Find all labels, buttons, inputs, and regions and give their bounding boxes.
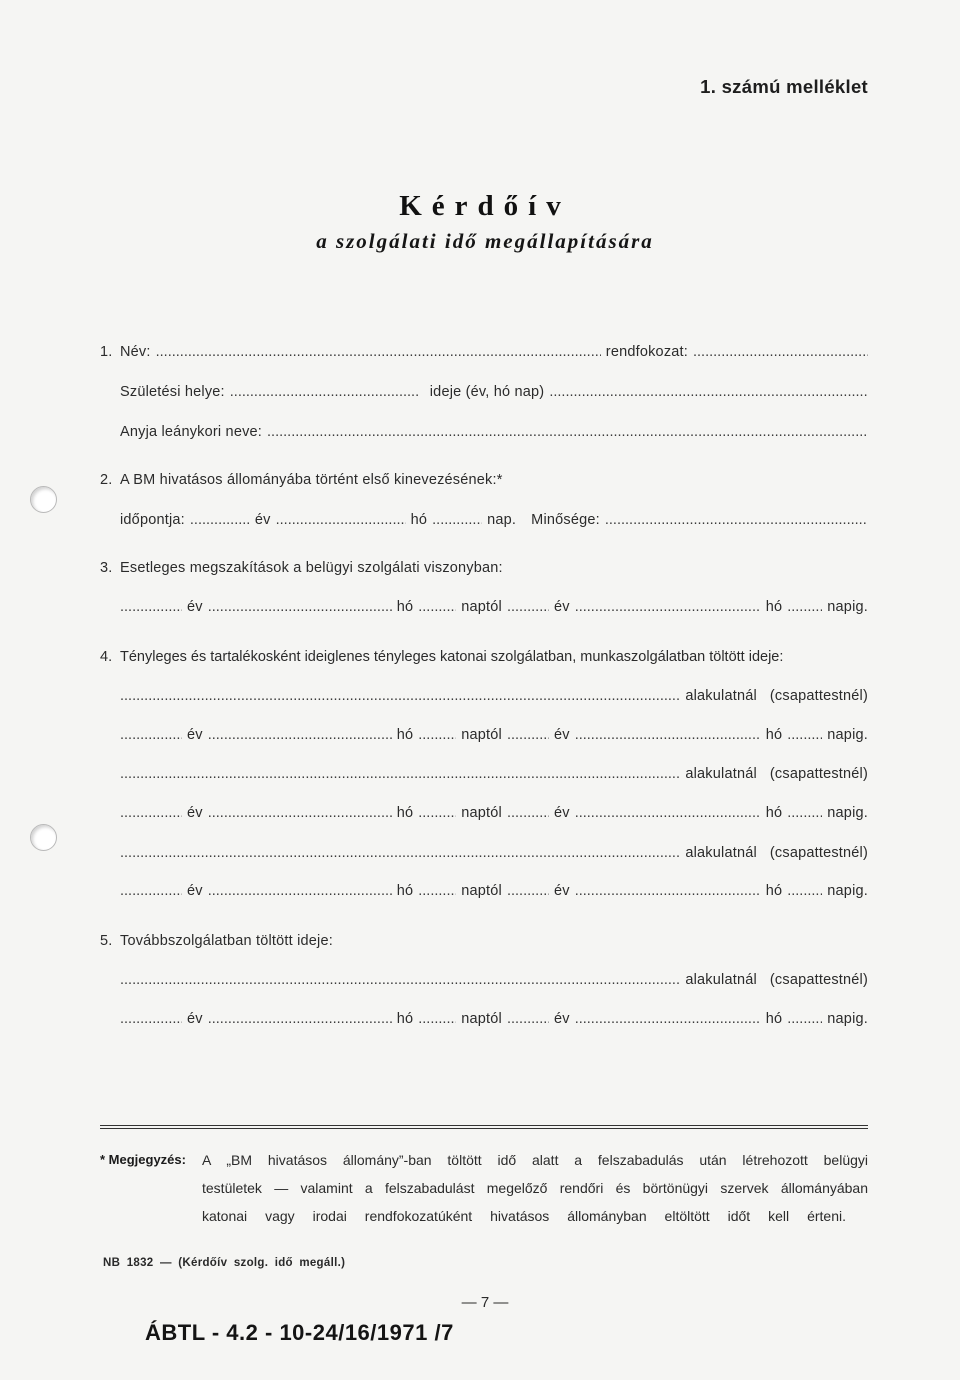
section-5-heading — [100, 931, 868, 951]
month-label: hó — [396, 599, 414, 615]
section-number: 1. — [100, 344, 113, 360]
mother-row — [120, 422, 868, 442]
year-label: év — [187, 599, 203, 615]
section-heading: A BM hivatásos állományába történt első kinevezésének:* — [120, 472, 503, 488]
punch-hole — [30, 486, 57, 513]
date-blank — [190, 510, 250, 530]
year-label: év — [187, 805, 203, 821]
from-day-label: naptól — [461, 727, 502, 743]
to-day-label: napig. — [827, 599, 868, 615]
from-year-blank — [120, 597, 182, 617]
from-year-blank — [120, 1009, 182, 1029]
from-day-label: naptól — [461, 599, 502, 615]
unit-row — [120, 764, 868, 784]
section-heading: Továbbszolgálatban töltött ideje: — [120, 933, 333, 949]
rank-blank — [693, 342, 868, 362]
to-day-label: napig. — [827, 727, 868, 743]
month-label: hó — [396, 883, 414, 899]
unit-blank — [120, 843, 680, 863]
troop-label: (csapattestnél) — [769, 972, 868, 988]
to-year-blank — [507, 597, 549, 617]
to-month-blank — [575, 881, 761, 901]
month-label: hó — [765, 883, 783, 899]
period-row — [120, 725, 868, 745]
footnote-text: testületek — valamint a felszabadulást megelőző rendőri és börtönügyi szervek állományában — [202, 1180, 868, 1196]
footnote-divider — [100, 1125, 868, 1129]
unit-row — [120, 686, 868, 706]
name-row — [100, 342, 868, 362]
from-month-blank — [208, 1009, 392, 1029]
section-number: 2. — [100, 472, 113, 488]
to-day-blank — [787, 803, 822, 823]
period-row — [120, 881, 868, 901]
section-number: 3. — [100, 560, 113, 576]
to-month-blank — [575, 1009, 761, 1029]
quality-blank — [605, 510, 868, 530]
troop-label: (csapattestnél) — [769, 766, 868, 782]
name-label: Név: — [120, 344, 151, 360]
to-day-blank — [787, 597, 822, 617]
year-label: év — [187, 1011, 203, 1027]
mother-name-label: Anyja leánykori neve: — [120, 424, 263, 440]
birthdate-label: ideje (év, hó nap) — [429, 384, 545, 400]
troop-label: (csapattestnél) — [769, 688, 868, 704]
from-month-blank — [208, 881, 392, 901]
month-blank — [432, 510, 482, 530]
to-month-blank — [575, 725, 761, 745]
month-label: hó — [765, 805, 783, 821]
year-label: év — [553, 805, 570, 821]
name-blank — [156, 342, 601, 362]
from-day-blank — [418, 597, 456, 617]
to-day-label: napig. — [827, 883, 868, 899]
unit-blank — [120, 686, 680, 706]
from-year-blank — [120, 881, 182, 901]
month-label: hó — [396, 727, 414, 743]
unit-row — [120, 970, 868, 990]
section-3-heading — [100, 558, 868, 578]
to-month-blank — [575, 597, 761, 617]
year-label: év — [553, 883, 570, 899]
from-year-blank — [120, 725, 182, 745]
from-day-label: naptól — [461, 805, 502, 821]
from-day-blank — [418, 725, 456, 745]
to-day-blank — [787, 725, 822, 745]
section-4-heading — [100, 647, 868, 667]
birthdate-blank — [549, 382, 868, 402]
unit-label: alakulatnál — [685, 766, 757, 782]
quality-label: Minősége: — [531, 512, 600, 528]
month-label: hó — [765, 1011, 783, 1027]
birthplace-blank — [230, 382, 420, 402]
unit-blank — [120, 764, 680, 784]
year-label: év — [254, 512, 271, 528]
unit-label: alakulatnál — [685, 688, 757, 704]
punch-hole — [30, 824, 57, 851]
page-number: — 7 — — [461, 1294, 509, 1311]
unit-row — [120, 843, 868, 863]
from-year-blank — [120, 803, 182, 823]
birth-row — [120, 382, 868, 402]
year-label: év — [553, 599, 570, 615]
year-label: év — [553, 727, 570, 743]
month-label: hó — [396, 1011, 414, 1027]
from-month-blank — [208, 725, 392, 745]
from-month-blank — [208, 803, 392, 823]
unit-label: alakulatnál — [685, 972, 757, 988]
footnote-first-line — [100, 1150, 868, 1170]
to-year-blank — [507, 881, 549, 901]
unit-label: alakulatnál — [685, 845, 757, 861]
from-day-blank — [418, 881, 456, 901]
section-2-heading — [100, 470, 868, 490]
form-code: NB 1832 — (Kérdőív szolg. idő megáll.) — [103, 1257, 346, 1269]
to-day-blank — [787, 1009, 822, 1029]
to-month-blank — [575, 803, 761, 823]
troop-label: (csapattestnél) — [769, 845, 868, 861]
mother-name-blank — [267, 422, 868, 442]
section-heading: Esetleges megszakítások a belügyi szolgálati viszonyban: — [120, 560, 503, 576]
year-label: év — [187, 727, 203, 743]
period-row — [120, 597, 868, 617]
from-month-blank — [208, 597, 392, 617]
section-number: 4. — [100, 649, 113, 665]
section-heading: Tényleges és tartalékosként ideiglenes tényleges katonai szolgálatban, munkaszolgálatban töltött ideje: — [120, 649, 784, 665]
annex-label: 1. számú melléklet — [700, 76, 868, 97]
month-label: hó — [765, 727, 783, 743]
day-label: nap. — [487, 512, 517, 528]
section-number: 5. — [100, 933, 113, 949]
archive-reference: ÁBTL - 4.2 - 10-24/16/1971 /7 — [145, 1320, 454, 1345]
footnote-text: A „BM hivatásos állomány”-ban töltött idő alatt a felszabadulás után létrehozott belügyi — [202, 1152, 868, 1168]
year-blank — [276, 510, 406, 530]
footnote-label: * Megjegyzés: — [100, 1152, 186, 1167]
date-label: időpontja: — [120, 512, 185, 528]
period-row — [120, 1009, 868, 1029]
footnote-text: katonai vagy irodai rendfokozatúként hivatásos állományban eltöltött időt kell érteni. — [202, 1208, 846, 1224]
rank-label: rendfokozat: — [605, 344, 688, 360]
to-year-blank — [507, 803, 549, 823]
from-day-blank — [418, 1009, 456, 1029]
form-subtitle: a szolgálati idő megállapítására — [316, 229, 654, 253]
year-label: év — [187, 883, 203, 899]
month-label: hó — [410, 512, 428, 528]
to-year-blank — [507, 1009, 549, 1029]
period-row — [120, 803, 868, 823]
to-year-blank — [507, 725, 549, 745]
year-label: év — [553, 1011, 570, 1027]
month-label: hó — [765, 599, 783, 615]
to-day-blank — [787, 881, 822, 901]
from-day-label: naptól — [461, 883, 502, 899]
unit-blank — [120, 970, 680, 990]
from-day-blank — [418, 803, 456, 823]
month-label: hó — [396, 805, 414, 821]
from-day-label: naptól — [461, 1011, 502, 1027]
to-day-label: napig. — [827, 805, 868, 821]
appointment-row — [120, 510, 868, 530]
form-title: Kérdőív — [399, 190, 571, 222]
to-day-label: napig. — [827, 1011, 868, 1027]
birthplace-label: Születési helye: — [120, 384, 225, 400]
